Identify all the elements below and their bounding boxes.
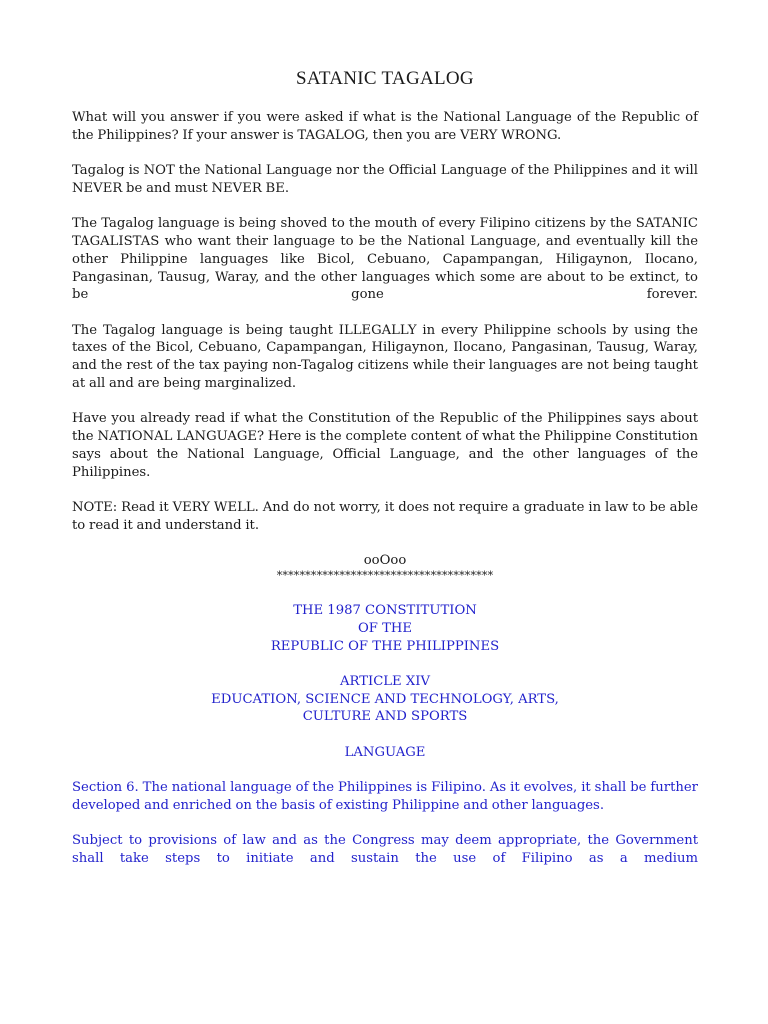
document-page (72, 68, 698, 885)
constitution-heading-line-3: REPUBLIC OF THE PHILIPPINES (270, 638, 500, 654)
intro-paragraph-2: Tagalog is NOT the National Language nor the Official Language of the Philippines and it will NEVER be and must NEVER BE. (72, 163, 698, 196)
section-separator (72, 552, 698, 582)
language-heading-block (72, 744, 698, 762)
note-paragraph: NOTE: Read it VERY WELL. And do not worry, it does not require a graduate in law to be able to read it and understand it. (72, 500, 698, 533)
constitution-heading-line-1: THE 1987 CONSTITUTION (293, 602, 477, 618)
article-heading (72, 673, 698, 726)
separator-ornament: ooOoo (363, 553, 407, 569)
intro-paragraph-5: Have you already read if what the Constitution of the Republic of the Philippines says about the NATIONAL LANGUAGE? Here is the complete content of what the Philippine Constitution says about the National Language, Official Language, and the other languages of the Philippines. (72, 411, 698, 480)
intro-paragraph-3: The Tagalog language is being shoved to the mouth of every Filipino citizens by the SATANIC TAGALISTAS who want their language to be the National Language, and eventually kill the other Philippine languages like Bicol, Cebuano, Capampangan, Hiligaynon, Ilocano, Pangasinan, Tausug, Waray, and the other languages which some are about to be extinct, to be gone forever. (72, 216, 698, 303)
article-heading-line-2: EDUCATION, SCIENCE AND TECHNOLOGY, ARTS, (211, 691, 559, 707)
article-heading-line-3: CULTURE AND SPORTS (302, 709, 468, 725)
section-6-continued-paragraph: Subject to provisions of law and as the Congress may deem appropriate, the Government shall take steps to initiate and sustain the use of Filipino as a medium (72, 833, 698, 866)
constitution-heading-line-2: OF THE (357, 620, 413, 636)
intro-paragraph-4: The Tagalog language is being taught ILLEGALLY in every Philippine schools by using the taxes of the Bicol, Cebuano, Capampangan, Hiligaynon, Ilocano, Pangasinan, Tausug, Waray, and the rest of the tax paying non-Tagalog citizens while their languages are not being taught at all and are being marginalized. (72, 322, 698, 392)
language-heading: LANGUAGE (344, 744, 426, 760)
section-6-paragraph: Section 6. The national language of the Philippines is Filipino. As it evolves, it shall be further developed and enriched on the basis of existing Philippine and other languages. (72, 780, 698, 813)
separator-stars: ************************************** (276, 568, 494, 582)
constitution-heading (72, 602, 698, 655)
document-title: SATANIC TAGALOG (296, 68, 474, 89)
intro-paragraph-1: What will you answer if you were asked if what is the National Language of the Republic of the Philippines? If your answer is TAGALOG, then you are VERY WRONG. (72, 110, 698, 143)
article-heading-line-1: ARTICLE XIV (339, 673, 430, 689)
